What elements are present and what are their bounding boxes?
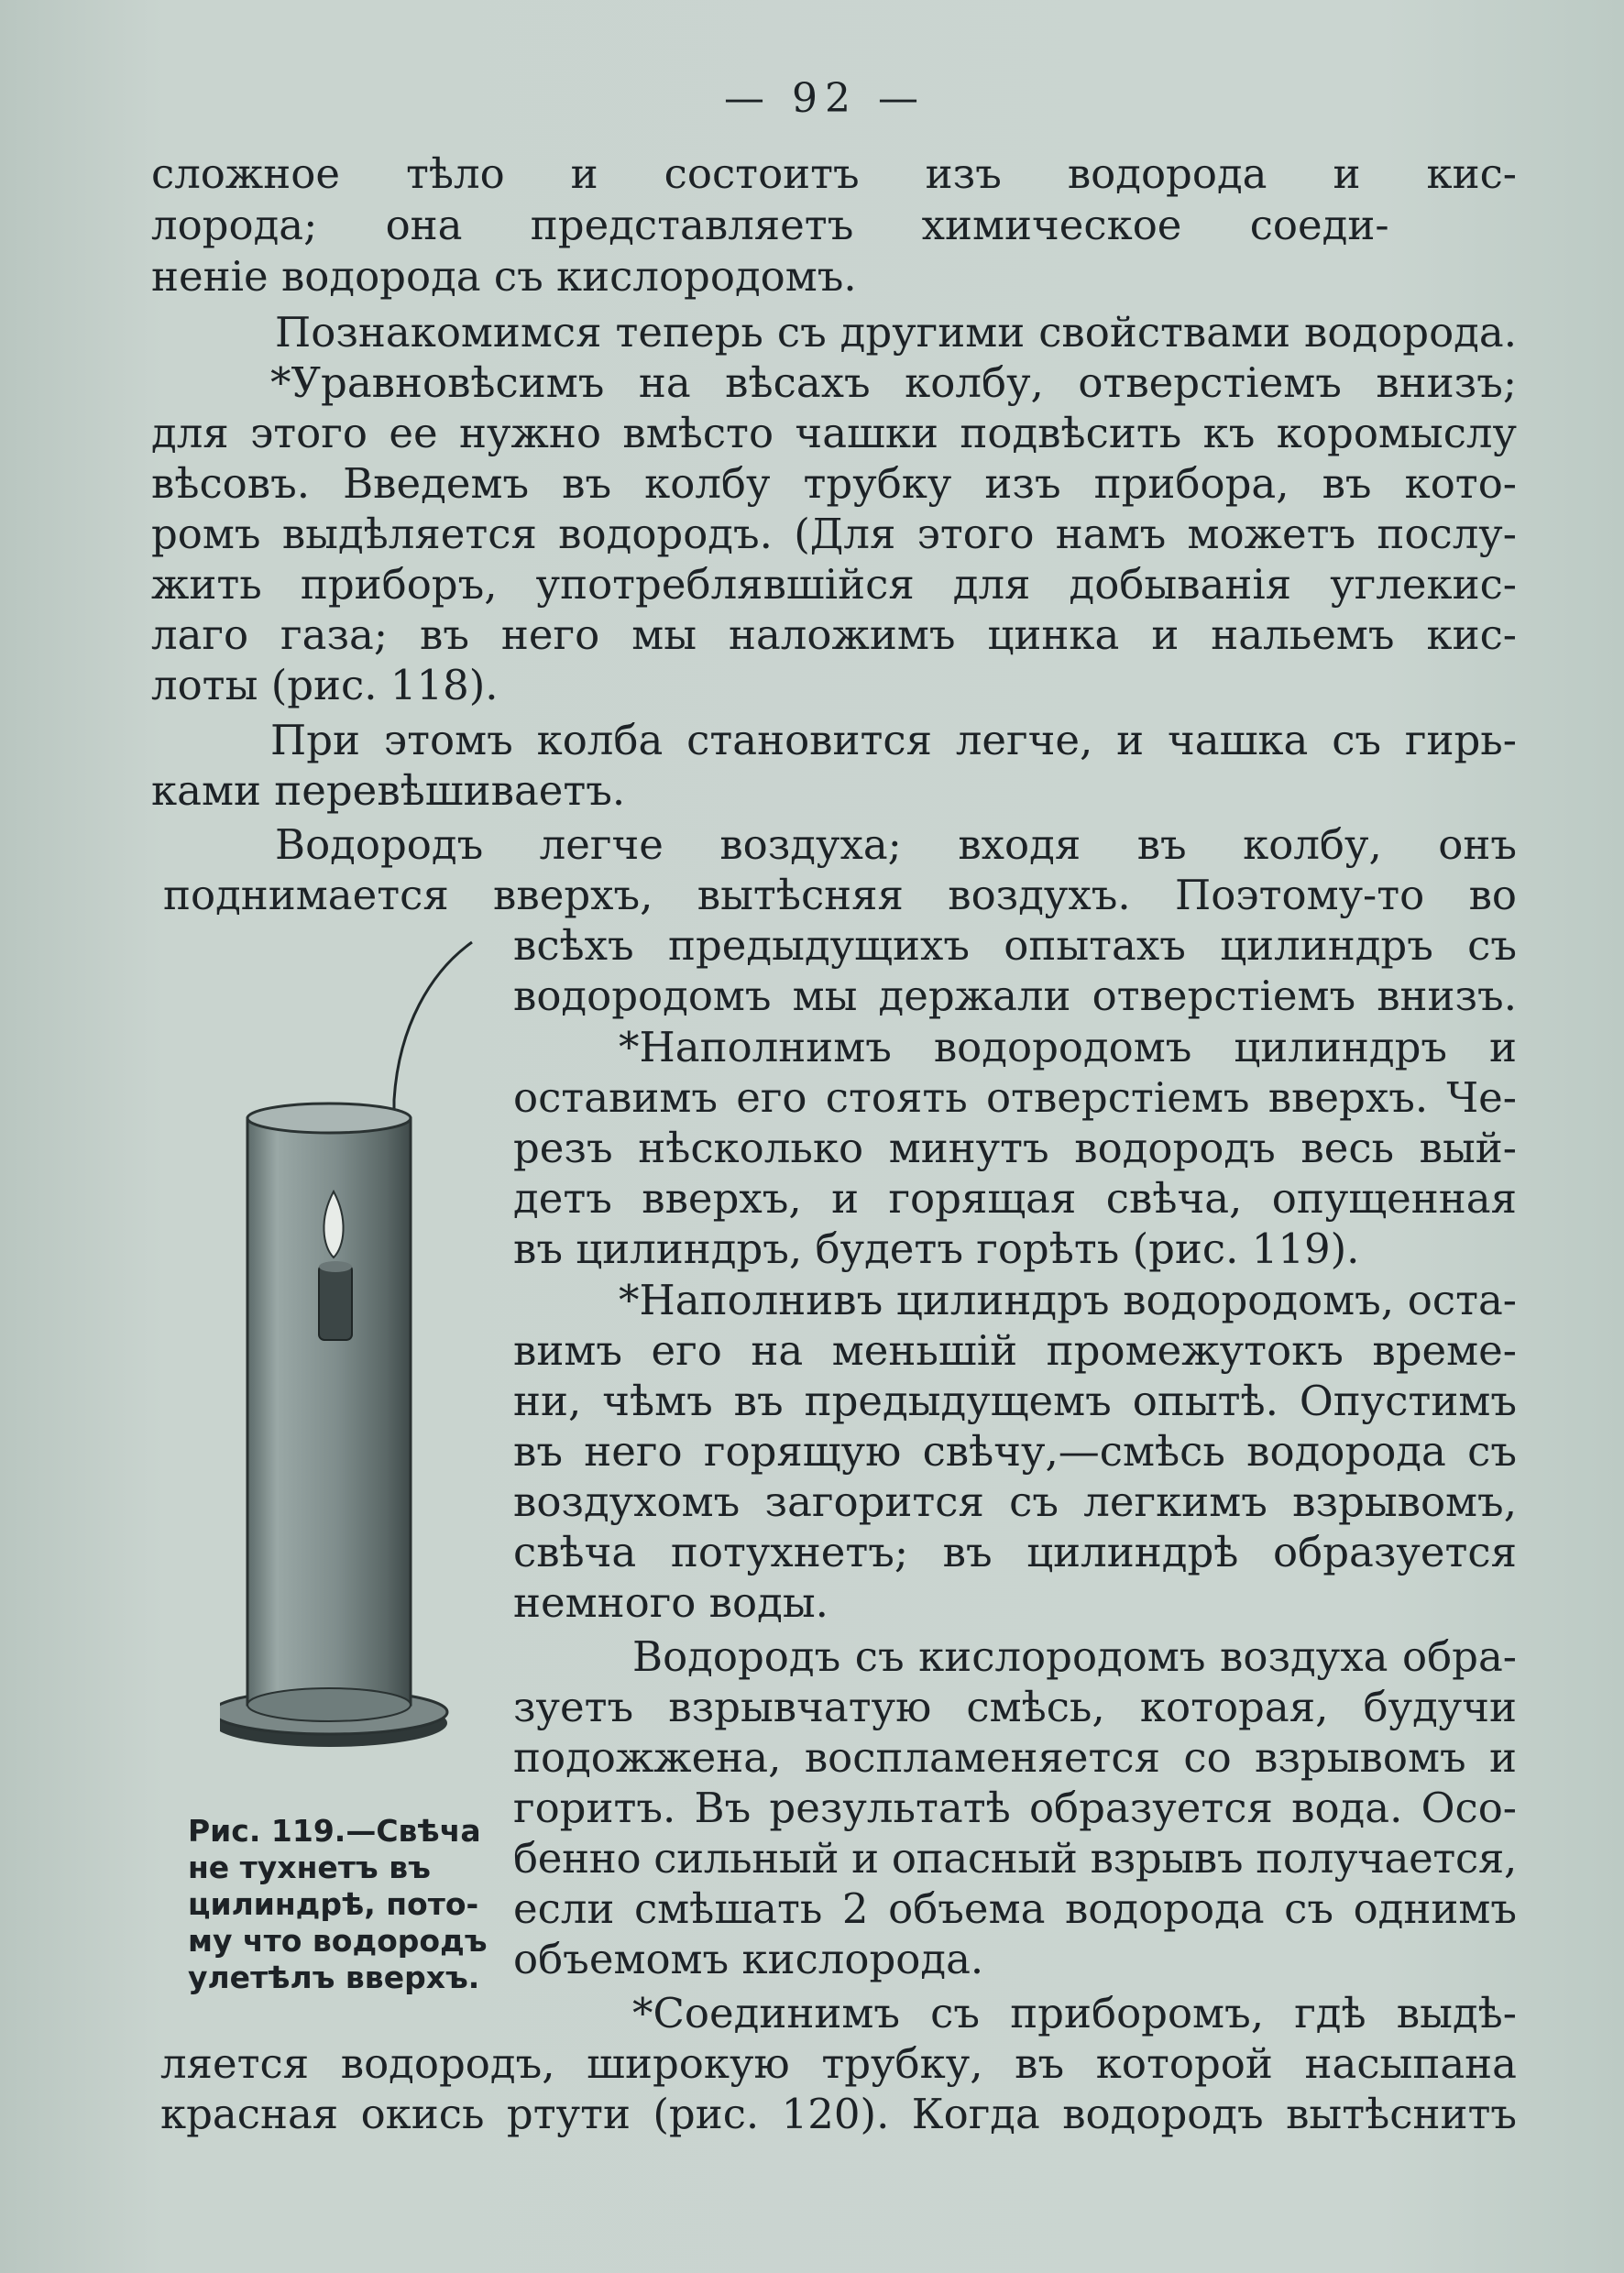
text-line: *Уравновѣсимъ на вѣсахъ колбу, отверстіемъ внизъ; — [270, 358, 1517, 407]
text-line: Познакомимся теперь съ другими свойствами водорода. — [275, 308, 1517, 357]
text-line: вимъ его на меньшій промежутокъ време- — [513, 1326, 1517, 1375]
text-line: зуетъ взрывчатую смѣсь, которая, будучи — [513, 1683, 1517, 1731]
text-line: поднимается вверхъ, вытѣсняя воздухъ. Поэтому-то во — [163, 871, 1517, 919]
text-line: Водородъ съ кислородомъ воздуха обра- — [632, 1632, 1517, 1681]
figure-caption — [188, 1813, 504, 1996]
text-line: если смѣшать 2 объема водорода съ однимъ — [513, 1884, 1517, 1933]
text-line: *Соединимъ съ приборомъ, гдѣ выдѣ- — [632, 1989, 1517, 2037]
text-line: воздухомъ загорится съ легкимъ взрывомъ, — [513, 1477, 1517, 1526]
page-number: — 92 — — [724, 75, 926, 122]
caption-line: му что водородъ — [188, 1923, 488, 1959]
caption-line: не тухнетъ въ — [188, 1850, 431, 1885]
text-line: лоты (рис. 118). — [151, 661, 499, 709]
caption-line: цилиндрѣ, пото- — [188, 1886, 479, 1922]
text-line: резъ нѣсколько минутъ водородъ весь вый- — [513, 1124, 1517, 1172]
text-line: красная окись ртути (рис. 120). Когда водородъ вытѣснитъ — [160, 2090, 1517, 2138]
text-line: ляется водородъ, широкую трубку, въ которой насыпана — [160, 2039, 1517, 2088]
text-line: лорода; она представляетъ химическое соеди- — [151, 201, 1389, 249]
text-line: немного воды. — [513, 1578, 828, 1627]
text-line: Водородъ легче воздуха; входя въ колбу, онъ — [275, 820, 1517, 869]
cylinder-opening — [247, 1104, 411, 1133]
text-line: При этомъ колба становится легче, и чашка съ гирь- — [270, 716, 1517, 764]
candle — [319, 1265, 352, 1340]
cylinder-candle-figure — [220, 926, 495, 1787]
text-line: лаго газа; въ него мы наложимъ цинка и нальемъ кис- — [151, 610, 1517, 659]
text-line: всѣхъ предыдущихъ опытахъ цилиндръ съ — [513, 921, 1517, 970]
text-line: жить приборъ, употреблявшійся для добыванія углекис- — [151, 560, 1517, 609]
text-line: вѣсовъ. Введемъ въ колбу трубку изъ прибора, въ кото- — [151, 459, 1517, 508]
text-line: ромъ выдѣляется водородъ. (Для этого намъ можетъ послу- — [151, 510, 1517, 558]
text-line: свѣча потухнетъ; въ цилиндрѣ образуется — [513, 1528, 1517, 1576]
text-line: горитъ. Въ результатѣ образуется вода. Осо- — [513, 1784, 1517, 1832]
text-line: объемомъ кислорода. — [513, 1935, 984, 1983]
caption-line: Рис. 119.—Свѣча — [188, 1813, 481, 1849]
text-line: подожжена, воспламеняется со взрывомъ и — [513, 1733, 1517, 1782]
text-line: ни, чѣмъ въ предыдущемъ опытѣ. Опустимъ — [513, 1377, 1517, 1425]
text-line: неніе водорода съ кислородомъ. — [151, 252, 857, 301]
text-line: детъ вверхъ, и горящая свѣча, опущенная — [513, 1174, 1517, 1223]
text-line: водородомъ мы держали отверстіемъ внизъ. — [513, 972, 1517, 1020]
text-line: оставимъ его стоять отверстіемъ вверхъ. Че- — [513, 1073, 1517, 1122]
text-line: бенно сильный и опасный взрывъ получается, — [513, 1834, 1517, 1883]
text-line: для этого ее нужно вмѣсто чашки подвѣсить къ коромыслу — [151, 409, 1517, 457]
text-line: *Наполнивъ цилиндръ водородомъ, оста- — [619, 1276, 1517, 1324]
text-line: сложное тѣло и состоитъ изъ водорода и кис- — [151, 149, 1517, 198]
caption-line: улетѣлъ вверхъ. — [188, 1960, 480, 1995]
text-line: въ цилиндръ, будетъ горѣть (рис. 119). — [513, 1224, 1360, 1273]
text-line: *Наполнимъ водородомъ цилиндръ и — [619, 1023, 1517, 1071]
text-line: ками перевѣшиваетъ. — [151, 766, 626, 815]
text-line: въ него горящую свѣчу,—смѣсь водорода съ — [513, 1427, 1517, 1476]
